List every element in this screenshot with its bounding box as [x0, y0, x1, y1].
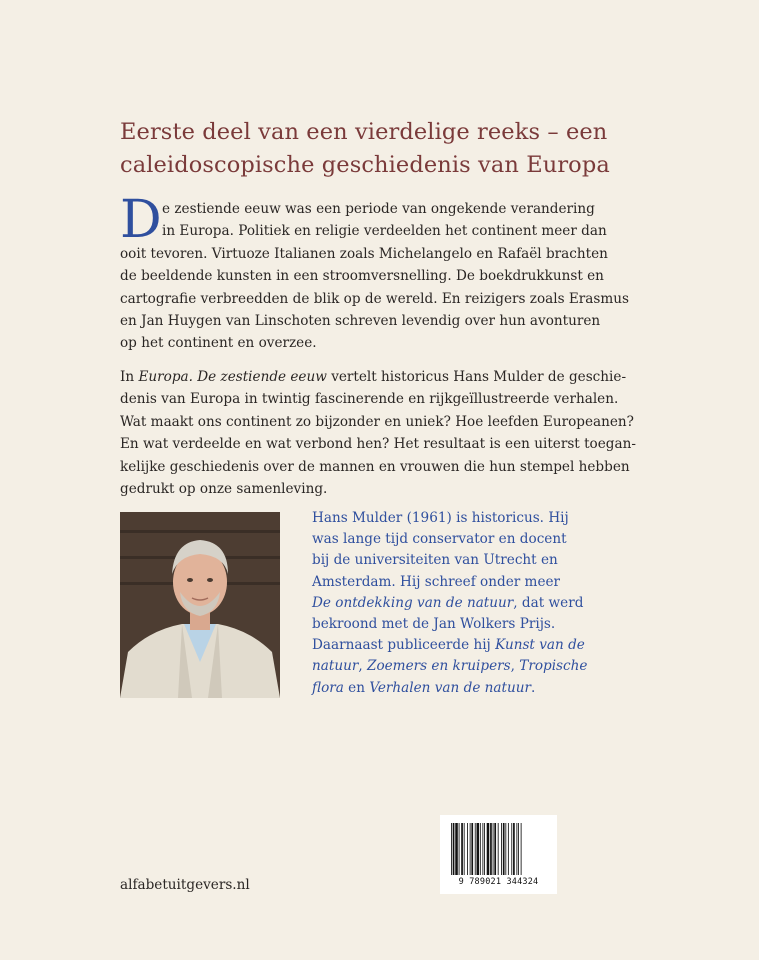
intro-line: de beeldende kunsten in een stroomversnelling. De boekdrukkunst en: [120, 268, 604, 285]
book-title: Tropische: [519, 658, 588, 675]
barcode-bar: [494, 823, 496, 875]
intro-line: en Jan Huygen van Linschoten schreven levendig over hun avonturen: [120, 313, 601, 330]
barcode-bar: [505, 823, 506, 875]
barcode-bar: [511, 823, 512, 875]
intro-line: op het continent en overzee.: [120, 335, 317, 352]
barcode-bar: [461, 823, 463, 875]
publisher-website: alfabetuitgevers.nl: [120, 877, 250, 893]
bio-text: Daarnaast publiceerde hij: [312, 637, 496, 654]
barcode-bar: [484, 823, 485, 875]
heading-line-2: caleidoscopische geschiedenis van Europa: [120, 152, 610, 178]
barcode-bar: [490, 823, 492, 875]
bio-text: ,: [358, 658, 367, 675]
barcode-bar: [455, 823, 458, 875]
barcode-bars: [451, 823, 546, 875]
bio-text: .: [531, 679, 536, 696]
isbn-barcode: [440, 815, 557, 894]
barcode-bar: [503, 823, 505, 875]
barcode-bar: [467, 823, 468, 875]
book-title: Zoemers en kruipers: [367, 658, 511, 675]
drop-cap: D: [120, 190, 162, 250]
barcode-bar: [477, 823, 480, 875]
barcode-bar: [513, 823, 515, 875]
book-title: Europa. De zestiende eeuw: [138, 369, 327, 385]
barcode-bar: [518, 823, 519, 875]
summary-line: Wat maakt ons continent zo bijzonder en uniek? Hoe leefden Europeanen?: [120, 413, 634, 430]
bio-text: en: [343, 679, 370, 696]
intro-line: e zestiende eeuw was een periode van ongekende verandering: [162, 201, 595, 217]
back-cover-heading: [120, 116, 640, 182]
barcode-bar: [482, 823, 483, 875]
intro-line: cartografie verbreedden de blik op de wereld. En reizigers zoals Erasmus: [120, 290, 630, 307]
bio-text: ,: [510, 658, 520, 675]
barcode-bar: [521, 823, 522, 875]
summary-line: [120, 366, 680, 388]
barcode-bar: [453, 823, 455, 875]
book-title: Kunst van de: [495, 637, 585, 654]
book-title: Verhalen van de natuur: [369, 679, 532, 696]
barcode-bar: [480, 823, 481, 875]
summary-line: gedrukt op onze samenleving.: [120, 481, 328, 498]
barcode-bar: [508, 823, 509, 875]
author-bio: [312, 508, 642, 699]
bio-line: [312, 656, 642, 677]
summary-line: En wat verdeelde en wat verbond hen? Het resultaat is een uiterst toegan-: [120, 436, 636, 453]
bio-line: was lange tijd conservator en docent: [312, 531, 567, 548]
barcode-bar: [459, 823, 460, 875]
barcode-bar: [501, 823, 502, 875]
summary-line: kelijke geschiedenis over de mannen en vrouwen die hun stempel hebben: [120, 458, 630, 475]
barcode-bar: [451, 823, 452, 875]
barcode-bar: [471, 823, 473, 875]
bio-line: [312, 678, 642, 699]
barcode-bar: [475, 823, 476, 875]
author-photo: [120, 512, 280, 698]
summary-text: vertelt historicus Hans Mulder de geschie-: [326, 369, 627, 385]
intro-line: in Europa. Politiek en religie verdeelden het continent meer dan: [162, 223, 607, 240]
bio-line: [312, 593, 642, 614]
bio-line: Hans Mulder (1961) is historicus. Hij: [312, 510, 569, 526]
intro-paragraph: [120, 190, 660, 355]
barcode-bar: [487, 823, 490, 875]
summary-text: In: [120, 369, 139, 385]
bio-text: , dat werd: [513, 594, 584, 611]
bio-line: bij de universiteiten van Utrecht en: [312, 552, 558, 569]
barcode-bar: [470, 823, 471, 875]
barcode-bar: [498, 823, 499, 875]
bio-line: [312, 635, 642, 656]
bio-line: bekroond met de Jan Wolkers Prijs.: [312, 616, 556, 633]
isbn-number: 9 789021 344324: [458, 877, 539, 887]
book-title: De ontdekking van de natuur: [312, 594, 514, 611]
book-title: natuur: [312, 658, 359, 675]
heading-line-1: Eerste deel van een vierdelige reeks – een: [120, 119, 608, 145]
barcode-bar: [464, 823, 465, 875]
summary-paragraph: [120, 366, 680, 500]
barcode-bar: [516, 823, 517, 875]
book-title: flora: [312, 679, 344, 696]
intro-line: ooit tevoren. Virtuoze Italianen zoals Michelangelo en Rafaël brachten: [120, 245, 608, 262]
bio-line: Amsterdam. Hij schreef onder meer: [312, 573, 561, 590]
barcode-bar: [493, 823, 494, 875]
summary-line: denis van Europa in twintig fascinerende en rijkgeïllustreerde verhalen.: [120, 391, 619, 408]
